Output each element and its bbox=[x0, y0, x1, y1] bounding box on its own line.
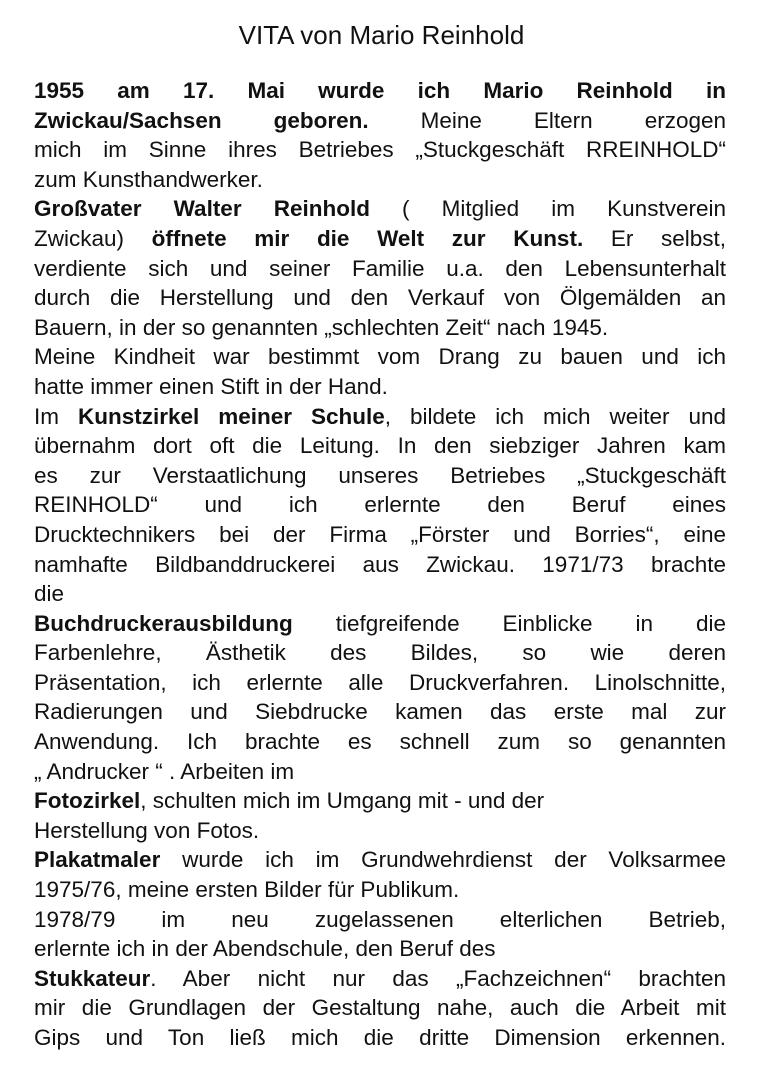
text-line: Fotozirkel, schulten mich im Umgang mit - und der bbox=[34, 788, 545, 814]
document-title: VITA von Mario Reinhold bbox=[238, 20, 525, 50]
bold-emphasis: Stukkateur bbox=[34, 965, 151, 991]
text-line: zum Kunsthandwerker. bbox=[34, 166, 263, 192]
text-line: Stukkateur. Aber nicht nur das „Fachzeichnen“ brachten bbox=[34, 965, 726, 991]
text-line: Präsentation, ich erlernte alle Druckverfahren. Linolschnitte, bbox=[34, 669, 726, 695]
text-line: mir die Grundlagen der Gestaltung nahe, auch die Arbeit mit bbox=[34, 995, 726, 1021]
text-line: Herstellung von Fotos. bbox=[34, 817, 260, 843]
text-line: Drucktechnikers bei der Firma „Förster und Borries“, eine bbox=[34, 521, 726, 547]
text-line: 1978/79 im neu zugelassenen elterlichen Betrieb, bbox=[34, 906, 726, 932]
bold-emphasis: Kunstzirkel meiner Schule bbox=[77, 403, 385, 429]
document-body bbox=[34, 76, 726, 1053]
text-line: Zwickau) öffnete mir die Welt zur Kunst. Er selbst, bbox=[34, 225, 727, 251]
text-line: es zur Verstaatlichung unseres Betriebes „Stuckgeschäft bbox=[34, 462, 726, 488]
text-line: Radierungen und Siebdrucke kamen das erste mal zur bbox=[34, 699, 726, 725]
text-line: übernahm dort oft die Leitung. In den siebziger Jahren kam bbox=[34, 433, 726, 459]
text-line: Farbenlehre, Ästhetik des Bildes, so wie deren bbox=[34, 640, 726, 666]
text-line: erlernte ich in der Abendschule, den Beruf des bbox=[34, 936, 496, 962]
bold-emphasis: Fotozirkel bbox=[34, 788, 141, 814]
text-line: die bbox=[34, 581, 65, 607]
text-line: 1975/76, meine ersten Bilder für Publikum. bbox=[34, 877, 460, 903]
text-line: Bauern, in der so genannten „schlechten Zeit“ nach 1945. bbox=[34, 314, 609, 340]
text-line: hatte immer einen Stift in der Hand. bbox=[34, 373, 388, 399]
text-line: Meine Kindheit war bestimmt vom Drang zu bauen und ich bbox=[34, 344, 726, 370]
bold-emphasis: öffnete mir die Welt zur Kunst. bbox=[151, 225, 584, 251]
bold-emphasis: 1955 am 17. Mai wurde ich Mario Reinhold in bbox=[34, 78, 726, 103]
bold-emphasis: Buchdruckerausbildung bbox=[34, 610, 293, 636]
bold-emphasis: Plakatmaler bbox=[34, 847, 161, 873]
text-line: Gips und Ton ließ mich die dritte Dimension erkennen. bbox=[34, 1025, 726, 1050]
text-line bbox=[34, 76, 726, 106]
text-line: durch die Herstellung und den Verkauf von Ölgemälden an bbox=[34, 285, 726, 311]
text-line: Plakatmaler wurde ich im Grundwehrdienst der Volksarmee bbox=[34, 847, 726, 873]
text-line: Im Kunstzirkel meiner Schule, bildete ich mich weiter und bbox=[34, 403, 726, 429]
text-line: mich im Sinne ihres Betriebes „Stuckgeschäft RREINHOLD“ bbox=[34, 137, 726, 163]
text-line: „ Andrucker “ . Arbeiten im bbox=[34, 758, 295, 784]
bold-emphasis: Zwickau/Sachsen geboren. bbox=[34, 107, 369, 133]
text-line: REINHOLD“ und ich erlernte den Beruf eines bbox=[34, 492, 726, 518]
bold-emphasis: Großvater Walter Reinhold bbox=[34, 196, 370, 222]
text-line: verdiente sich und seiner Familie u.a. den Lebensunterhalt bbox=[34, 255, 726, 281]
text-line: Großvater Walter Reinhold ( Mitglied im Kunstverein bbox=[34, 196, 726, 222]
text-line: Buchdruckerausbildung tiefgreifende Einblicke in die bbox=[34, 610, 726, 636]
text-line: Anwendung. Ich brachte es schnell zum so genannten bbox=[34, 729, 726, 755]
text-line: namhafte Bildbanddruckerei aus Zwickau. 1971/73 brachte bbox=[34, 551, 726, 577]
text-line: Zwickau/Sachsen geboren. Meine Eltern erzogen bbox=[34, 107, 727, 133]
